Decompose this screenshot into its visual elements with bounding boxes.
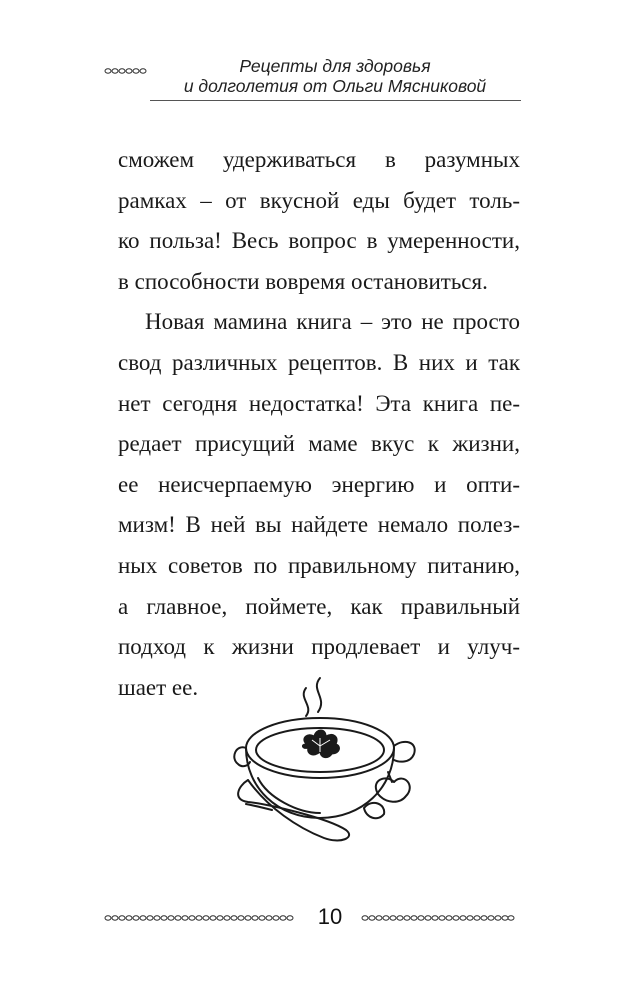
text-line: сможем удерживаться в разумных [118, 147, 520, 172]
paragraph-2 [118, 302, 520, 708]
text-line: шает ее. [118, 674, 199, 700]
text-line: мизм! В ней вы найдете немало полез- [118, 512, 520, 538]
page-number: 10 [317, 904, 343, 929]
text-line: нет сегодня недостатка! Эта книга пе- [118, 390, 520, 416]
header-title [150, 56, 520, 96]
text-line: подход к жизни продлевает и улуч- [118, 634, 520, 660]
soup-bowl-illustration [228, 668, 418, 858]
text-line: свод различных рецептов. В них и так [118, 349, 520, 375]
text-line: редает присущий маме вкус к жизни, [118, 431, 520, 457]
body-text [118, 140, 520, 708]
text-line: Новая мамина книга – это не просто [145, 309, 520, 335]
paragraph-1 [118, 140, 520, 302]
running-header [0, 56, 619, 100]
footer-ornament-right [361, 913, 515, 923]
header-title-line1: Рецепты для здоровья [239, 56, 431, 76]
text-line: в способности вовремя остановиться. [118, 268, 488, 294]
text-line: ее неисчерпаемую энергию и опти- [118, 471, 520, 497]
text-line: а главное, поймете, как правильный [118, 593, 520, 619]
running-footer [0, 902, 619, 932]
footer-ornament-left [104, 913, 296, 923]
text-line: рамках – от вкусной еды будет толь- [118, 187, 520, 213]
header-rule [150, 100, 521, 101]
text-line: ко польза! Весь вопрос в умеренности, [118, 228, 520, 254]
header-ornament [104, 66, 204, 76]
text-line: ных советов по правильному питанию, [118, 552, 520, 578]
header-title-line2: и долголетия от Ольги Мясниковой [183, 76, 487, 96]
